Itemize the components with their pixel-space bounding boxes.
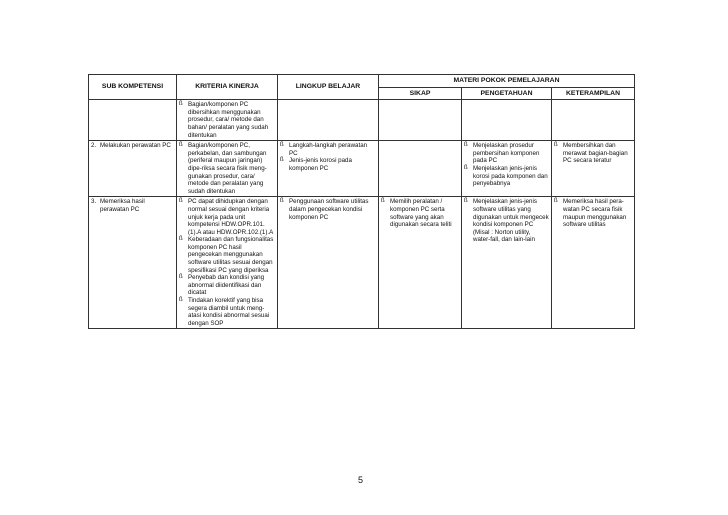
header-lingkup-belajar: LINGKUP BELAJAR	[278, 75, 379, 100]
bullet-marker: ß	[179, 101, 183, 108]
bullet-marker: ß	[179, 297, 183, 304]
table-row	[89, 141, 635, 197]
cell-sikap	[379, 100, 462, 141]
pengetahuan-list	[464, 198, 549, 244]
header-materi-pokok: MATERI POKOK PEMELAJARAN	[379, 75, 635, 88]
bullet-marker: ß	[554, 198, 558, 205]
bullet-marker: ß	[464, 142, 468, 149]
list-item-text: Memeriksa hasil pera-watan PC secara fisik maupun menggunakan software utilitas	[563, 198, 627, 229]
list-item	[179, 274, 275, 297]
cell-lingkup	[278, 197, 379, 329]
bullet-marker: ß	[179, 274, 183, 281]
cell-pengetahuan	[462, 197, 552, 329]
list-item-text: Jenis-jenis korosi pada komponen PC	[289, 157, 352, 172]
bullet-marker: ß	[554, 142, 558, 149]
list-item	[464, 142, 549, 165]
bullet-marker: ß	[381, 198, 385, 205]
table-row	[89, 100, 635, 141]
kriteria-list	[179, 198, 275, 327]
header-sub-kompetensi: SUB KOMPETENSI	[89, 75, 177, 100]
list-item	[464, 198, 549, 244]
list-item	[280, 157, 376, 172]
bullet-marker: ß	[464, 164, 468, 171]
cell-sub-kompetensi	[89, 100, 177, 141]
cell-kriteria	[177, 100, 278, 141]
list-item	[280, 198, 376, 221]
list-item-text: Keberadaan dan fungsionalitas komponen PC hasil pengecekan menggunakan software utilitas sesuai dengan spesifikasi PC yang diperiksa	[188, 236, 274, 274]
list-item-text: PC dapat dihidupkan dengan normal sesuai dengan kriteria unjuk kerja pada unit kompetensi HDW.OPR.101.(1).A atau HDW.OPR.102.(1).A	[188, 198, 274, 236]
cell-keterampilan	[552, 100, 635, 141]
sub-kompetensi-number: 2.	[91, 142, 97, 150]
pengetahuan-list	[464, 142, 549, 188]
list-item-text: Membersihkan dan merawat bagian-bagian PC secara teratur	[563, 142, 628, 165]
list-item-text: Bagian/komponen PC dibersihkan menggunakan prosedur, cara/ metode dan bahan/ peralatan yang sudah ditentukan	[188, 101, 269, 139]
list-item	[179, 198, 275, 236]
bullet-marker: ß	[464, 198, 468, 205]
bullet-marker: ß	[280, 142, 284, 149]
sub-kompetensi-text: Memeriksa hasil perawatan PC	[100, 198, 145, 213]
competency-table	[88, 74, 635, 329]
list-item-text: Penggunaan software utilitas dalam pengecekan kondisi komponen PC	[289, 198, 369, 221]
list-item-text: Tindakan korektif yang bisa segera diambil untuk meng-atasi kondisi abnormal sesuai dengan SOP	[188, 297, 270, 327]
cell-pengetahuan	[462, 100, 552, 141]
bullet-marker: ß	[280, 198, 284, 205]
cell-lingkup	[278, 100, 379, 141]
cell-lingkup	[278, 141, 379, 197]
lingkup-list	[280, 198, 376, 221]
lingkup-list	[280, 142, 376, 172]
sub-kompetensi-text: Melakukan perawatan PC	[100, 142, 171, 150]
list-item-text: Menjelaskan jenis-jenis korosi pada komponen dan penyebabnya	[473, 164, 548, 188]
cell-keterampilan	[552, 197, 635, 329]
sub-kompetensi-number: 3.	[91, 198, 97, 206]
cell-sikap	[379, 141, 462, 197]
table-row	[89, 197, 635, 329]
cell-kriteria	[177, 197, 278, 329]
header-sikap: SIKAP	[379, 87, 462, 100]
cell-sikap	[379, 197, 462, 329]
cell-kriteria	[177, 141, 278, 197]
list-item-text: Penyebab dan kondisi yang abnormal diidentifikasi dan dicatat	[188, 274, 265, 297]
list-item	[381, 198, 459, 228]
list-item	[179, 236, 275, 274]
bullet-marker: ß	[179, 198, 183, 205]
keterampilan-list	[554, 198, 632, 228]
list-item	[554, 142, 632, 165]
header-keterampilan: KETERAMPILAN	[552, 87, 635, 100]
kriteria-list	[179, 142, 275, 195]
list-item-text: Menjelaskan prosedur pembersihan komponen pada PC	[473, 142, 540, 165]
kriteria-list	[179, 101, 275, 139]
header-pengetahuan: PENGETAHUAN	[462, 87, 552, 100]
list-item-text: Memilih peralatan / komponen PC serta software yang akan digunakan secara teliti	[390, 198, 452, 229]
list-item	[179, 297, 275, 327]
list-item-text: Langkah-langkah perawatan PC	[289, 142, 368, 157]
sikap-list	[381, 198, 459, 228]
header-kriteria-kinerja: KRITERIA KINERJA	[177, 75, 278, 100]
bullet-marker: ß	[280, 157, 284, 164]
list-item	[179, 101, 275, 139]
cell-pengetahuan	[462, 141, 552, 197]
bullet-marker: ß	[179, 236, 183, 243]
list-item	[554, 198, 632, 228]
list-item-text: Bagian/komponen PC, perkabelan, dan sambungan (periferal maupun jaringan) dipe-riksa secara fisik meng-gunakan prosedur, cara/ metode dan peralatan yang sudah ditentukan	[188, 142, 267, 195]
page-number: 5	[358, 475, 364, 485]
list-item-text: Menjelaskan jenis-jenis software utilitas yang digunakan untuk mengecek kondisi komponen PC (Misal : Norton utility, water-fall, dan lain-lain	[473, 198, 549, 244]
list-item	[464, 165, 549, 188]
cell-sub-kompetensi	[89, 141, 177, 197]
keterampilan-list	[554, 142, 632, 165]
cell-keterampilan	[552, 141, 635, 197]
list-item	[280, 142, 376, 157]
bullet-marker: ß	[179, 142, 183, 149]
cell-sub-kompetensi	[89, 197, 177, 329]
list-item	[179, 142, 275, 195]
